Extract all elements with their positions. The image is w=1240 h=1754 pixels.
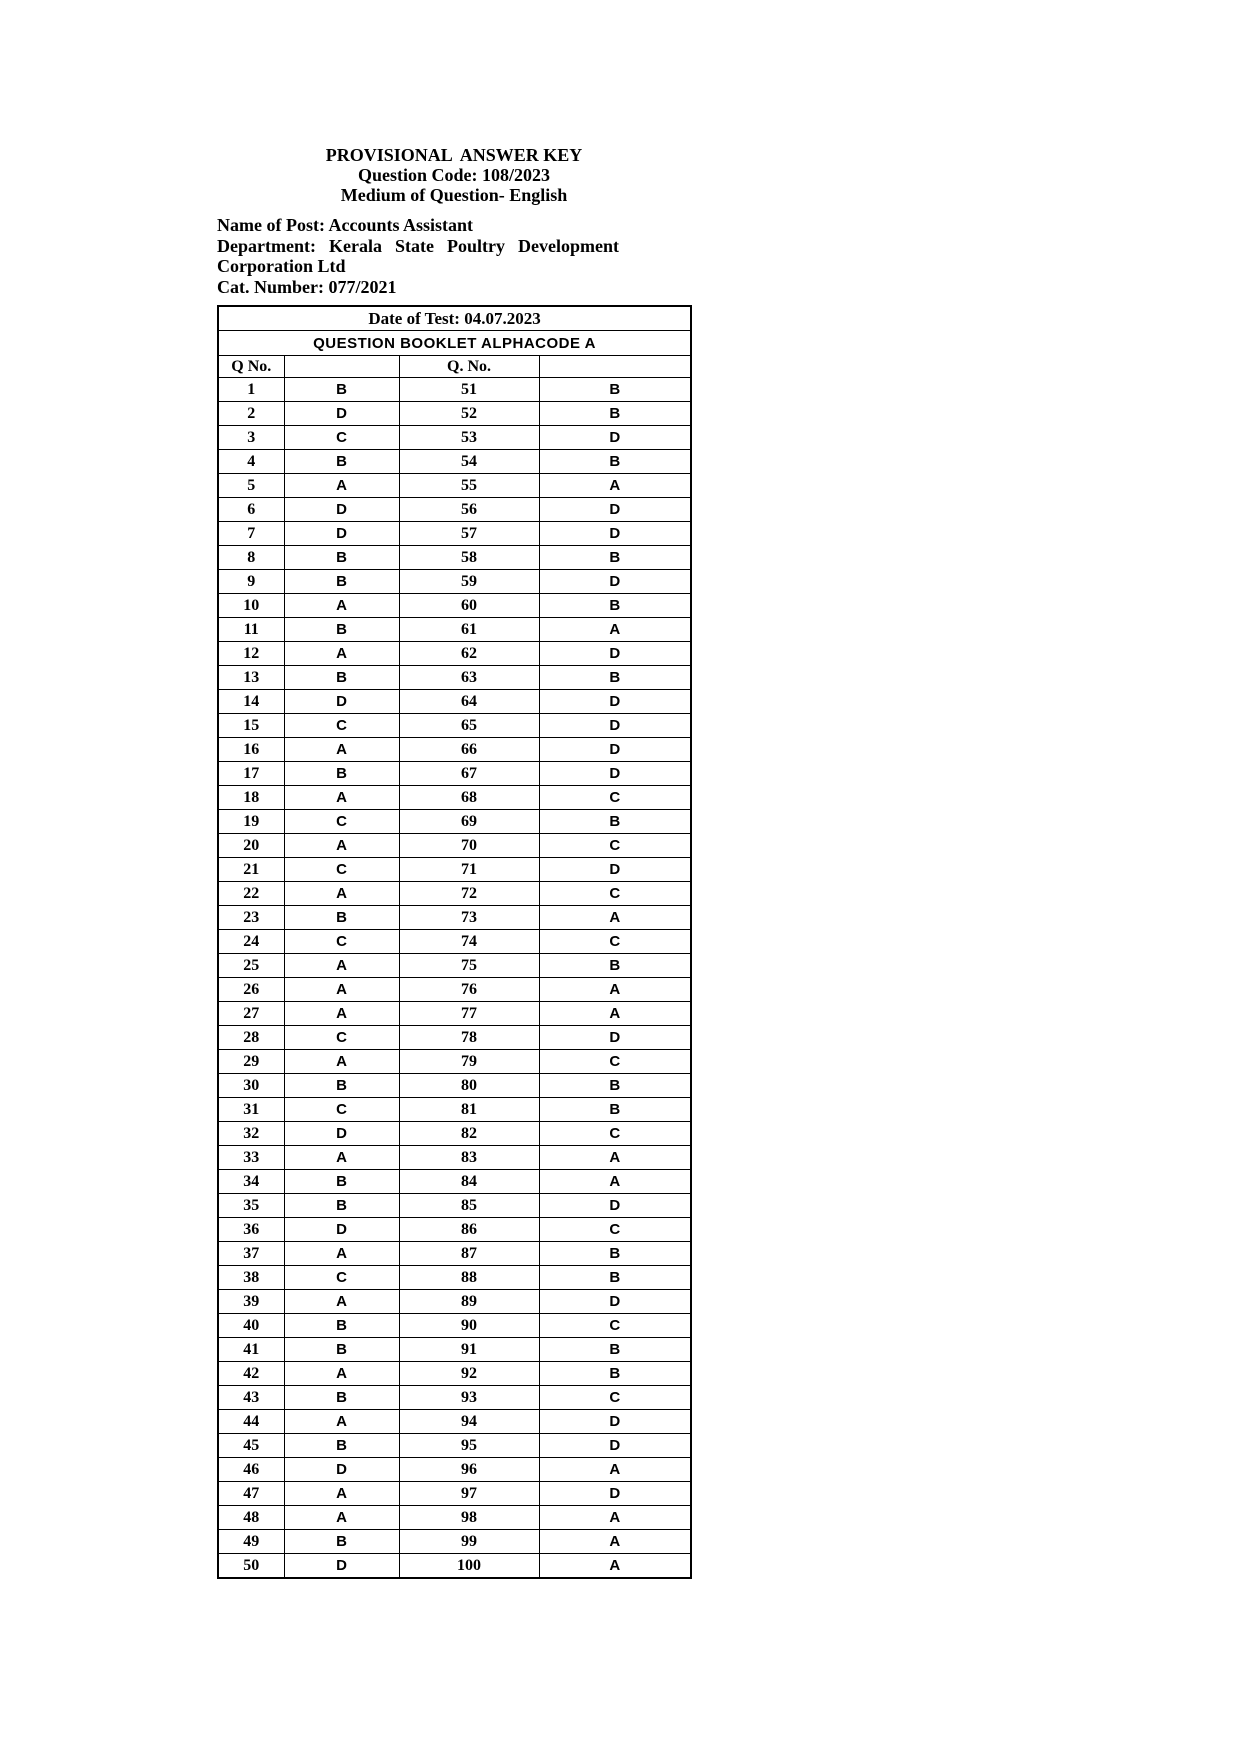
answer-row [218, 882, 691, 906]
question-number-cell: 39 [218, 1290, 284, 1314]
question-number-cell: 52 [399, 402, 539, 426]
question-number-cell: 68 [399, 786, 539, 810]
answer-cell: B [539, 450, 691, 474]
answer-cell: B [539, 666, 691, 690]
question-number-cell: 94 [399, 1410, 539, 1434]
answer-cell: D [539, 570, 691, 594]
question-number-cell: 18 [218, 786, 284, 810]
question-number-cell: 14 [218, 690, 284, 714]
answer-cell: B [284, 1170, 399, 1194]
question-number-cell: 12 [218, 642, 284, 666]
question-number-cell: 46 [218, 1458, 284, 1482]
answer-row [218, 690, 691, 714]
answer-cell: B [539, 378, 691, 402]
answer-cell: C [284, 810, 399, 834]
question-number-cell: 29 [218, 1050, 284, 1074]
answer-cell: B [539, 594, 691, 618]
question-number-cell: 82 [399, 1122, 539, 1146]
question-number-cell: 26 [218, 978, 284, 1002]
booklet-alphacode: QUESTION BOOKLET ALPHACODE A [218, 331, 691, 356]
answer-cell: A [284, 1362, 399, 1386]
question-number-cell: 13 [218, 666, 284, 690]
question-number-cell: 4 [218, 450, 284, 474]
question-number-cell: 61 [399, 618, 539, 642]
answer-cell: B [539, 810, 691, 834]
question-number-cell: 33 [218, 1146, 284, 1170]
col-header-answer-2 [539, 356, 691, 378]
answer-cell: A [284, 978, 399, 1002]
answer-cell: C [284, 426, 399, 450]
answer-cell: C [539, 786, 691, 810]
answer-cell: A [284, 1410, 399, 1434]
answer-row [218, 1410, 691, 1434]
answer-row [218, 1122, 691, 1146]
answer-row [218, 546, 691, 570]
answer-cell: A [284, 594, 399, 618]
answer-cell: C [284, 714, 399, 738]
col-header-qno-2: Q. No. [399, 356, 539, 378]
question-number-cell: 31 [218, 1098, 284, 1122]
col-header-answer-1 [284, 356, 399, 378]
answer-row [218, 1386, 691, 1410]
answer-cell: A [284, 834, 399, 858]
question-number-cell: 7 [218, 522, 284, 546]
answer-cell: A [539, 1506, 691, 1530]
question-number-cell: 50 [218, 1554, 284, 1579]
question-number-cell: 95 [399, 1434, 539, 1458]
question-number-cell: 97 [399, 1482, 539, 1506]
question-number-cell: 67 [399, 762, 539, 786]
answer-cell: C [539, 834, 691, 858]
question-number-cell: 37 [218, 1242, 284, 1266]
question-number-cell: 96 [399, 1458, 539, 1482]
question-number-cell: 17 [218, 762, 284, 786]
answer-cell: A [539, 1554, 691, 1579]
question-number-cell: 78 [399, 1026, 539, 1050]
answer-cell: D [539, 714, 691, 738]
answer-cell: B [284, 1314, 399, 1338]
answer-cell: B [539, 1098, 691, 1122]
answer-cell: A [539, 1458, 691, 1482]
question-number-cell: 42 [218, 1362, 284, 1386]
answer-cell: C [539, 1050, 691, 1074]
answer-row [218, 1362, 691, 1386]
question-number-cell: 36 [218, 1218, 284, 1242]
question-number-cell: 40 [218, 1314, 284, 1338]
answer-row [218, 1338, 691, 1362]
answer-row [218, 402, 691, 426]
question-number-cell: 38 [218, 1266, 284, 1290]
question-number-cell: 80 [399, 1074, 539, 1098]
question-number-cell: 69 [399, 810, 539, 834]
department-line [217, 236, 619, 257]
question-number-cell: 57 [399, 522, 539, 546]
answer-row [218, 1218, 691, 1242]
question-number-cell: 22 [218, 882, 284, 906]
medium-of-question: Medium of Question- English [340, 185, 568, 205]
title-block [217, 145, 691, 205]
answer-cell: D [284, 690, 399, 714]
answer-cell: C [284, 1098, 399, 1122]
question-number-cell: 76 [399, 978, 539, 1002]
answer-cell: B [284, 450, 399, 474]
answer-table-body [218, 306, 691, 1578]
answer-row [218, 930, 691, 954]
question-number-cell: 56 [399, 498, 539, 522]
answer-cell: B [284, 546, 399, 570]
date-of-test: Date of Test: 04.07.2023 [218, 306, 691, 331]
question-number-cell: 71 [399, 858, 539, 882]
answer-row [218, 762, 691, 786]
department-word: Department: [217, 235, 316, 256]
question-code: Question Code: 108/2023 [357, 165, 550, 185]
question-number-cell: 65 [399, 714, 539, 738]
question-number-cell: 44 [218, 1410, 284, 1434]
question-number-cell: 72 [399, 882, 539, 906]
answer-row [218, 642, 691, 666]
answer-cell: D [539, 738, 691, 762]
answer-row [218, 474, 691, 498]
answer-row [218, 1266, 691, 1290]
question-number-cell: 23 [218, 906, 284, 930]
answer-cell: D [539, 1482, 691, 1506]
answer-row [218, 1290, 691, 1314]
answer-cell: A [284, 786, 399, 810]
answer-row [218, 1506, 691, 1530]
answer-row [218, 810, 691, 834]
answer-cell: D [539, 1434, 691, 1458]
question-number-cell: 3 [218, 426, 284, 450]
answer-cell: B [284, 1194, 399, 1218]
question-number-cell: 10 [218, 594, 284, 618]
answer-cell: B [284, 762, 399, 786]
answer-cell: A [284, 1290, 399, 1314]
answer-cell: D [284, 1554, 399, 1579]
question-number-cell: 98 [399, 1506, 539, 1530]
answer-row [218, 450, 691, 474]
answer-row [218, 1554, 691, 1579]
question-number-cell: 32 [218, 1122, 284, 1146]
answer-cell: B [539, 546, 691, 570]
department-word: Development [518, 235, 619, 256]
answer-cell: A [539, 1002, 691, 1026]
answer-cell: B [539, 1242, 691, 1266]
answer-row [218, 978, 691, 1002]
answer-row [218, 786, 691, 810]
answer-cell: C [539, 882, 691, 906]
answer-row [218, 1242, 691, 1266]
question-number-cell: 5 [218, 474, 284, 498]
answer-cell: A [539, 1146, 691, 1170]
answer-cell: B [284, 1074, 399, 1098]
department-word: Poultry [447, 235, 505, 256]
question-number-cell: 59 [399, 570, 539, 594]
answer-row [218, 1146, 691, 1170]
question-number-cell: 47 [218, 1482, 284, 1506]
question-number-cell: 24 [218, 930, 284, 954]
answer-cell: B [539, 1266, 691, 1290]
answer-row [218, 858, 691, 882]
question-number-cell: 48 [218, 1506, 284, 1530]
question-number-cell: 74 [399, 930, 539, 954]
question-number-cell: 28 [218, 1026, 284, 1050]
answer-cell: D [539, 1026, 691, 1050]
answer-row [218, 1458, 691, 1482]
answer-cell: A [539, 1170, 691, 1194]
answer-cell: D [539, 426, 691, 450]
answer-row [218, 1530, 691, 1554]
question-number-cell: 54 [399, 450, 539, 474]
answer-cell: C [284, 1026, 399, 1050]
question-number-cell: 21 [218, 858, 284, 882]
answer-cell: A [284, 1242, 399, 1266]
answer-row [218, 1482, 691, 1506]
answer-cell: D [539, 762, 691, 786]
answer-cell: D [284, 1218, 399, 1242]
answer-row [218, 1074, 691, 1098]
question-number-cell: 16 [218, 738, 284, 762]
answer-cell: C [284, 1266, 399, 1290]
question-number-cell: 77 [399, 1002, 539, 1026]
question-number-cell: 66 [399, 738, 539, 762]
answer-cell: C [284, 930, 399, 954]
answer-cell: B [539, 954, 691, 978]
answer-cell: D [284, 522, 399, 546]
answer-cell: A [284, 474, 399, 498]
answer-cell: B [284, 618, 399, 642]
question-number-cell: 79 [399, 1050, 539, 1074]
question-number-cell: 35 [218, 1194, 284, 1218]
question-number-cell: 34 [218, 1170, 284, 1194]
answer-cell: D [539, 690, 691, 714]
answer-cell: A [539, 978, 691, 1002]
answer-cell: D [539, 498, 691, 522]
answer-cell: A [539, 474, 691, 498]
answer-cell: D [539, 642, 691, 666]
answer-cell: C [539, 930, 691, 954]
answer-cell: A [539, 906, 691, 930]
answer-cell: A [284, 1506, 399, 1530]
question-number-cell: 58 [399, 546, 539, 570]
question-number-cell: 83 [399, 1146, 539, 1170]
question-number-cell: 91 [399, 1338, 539, 1362]
answer-cell: C [539, 1218, 691, 1242]
col-header-qno-1: Q No. [218, 356, 284, 378]
question-number-cell: 11 [218, 618, 284, 642]
question-number-cell: 41 [218, 1338, 284, 1362]
question-number-cell: 85 [399, 1194, 539, 1218]
department-word: State [394, 235, 434, 256]
answer-row [218, 618, 691, 642]
question-number-cell: 27 [218, 1002, 284, 1026]
question-number-cell: 2 [218, 402, 284, 426]
question-number-cell: 81 [399, 1098, 539, 1122]
answer-cell: C [539, 1386, 691, 1410]
question-number-cell: 93 [399, 1386, 539, 1410]
answer-cell: D [539, 1290, 691, 1314]
question-number-cell: 43 [218, 1386, 284, 1410]
answer-row [218, 426, 691, 450]
question-number-cell: 64 [399, 690, 539, 714]
answer-cell: B [539, 1362, 691, 1386]
answer-row [218, 1098, 691, 1122]
question-number-cell: 20 [218, 834, 284, 858]
question-number-cell: 25 [218, 954, 284, 978]
question-number-cell: 49 [218, 1530, 284, 1554]
department-continuation: Corporation Ltd [217, 256, 346, 276]
question-number-cell: 99 [399, 1530, 539, 1554]
answer-row [218, 1314, 691, 1338]
question-number-cell: 62 [399, 642, 539, 666]
answer-row [218, 738, 691, 762]
answer-row [218, 1194, 691, 1218]
answer-row [218, 1026, 691, 1050]
answer-row [218, 954, 691, 978]
answer-cell: B [539, 1074, 691, 1098]
answer-row [218, 906, 691, 930]
page-title: PROVISIONAL ANSWER KEY [325, 145, 583, 165]
answer-cell: D [539, 522, 691, 546]
answer-cell: A [539, 1530, 691, 1554]
answer-cell: D [284, 1458, 399, 1482]
question-number-cell: 75 [399, 954, 539, 978]
question-number-cell: 51 [399, 378, 539, 402]
question-number-cell: 70 [399, 834, 539, 858]
question-number-cell: 90 [399, 1314, 539, 1338]
answer-row [218, 1170, 691, 1194]
answer-cell: D [284, 1122, 399, 1146]
answer-cell: A [284, 954, 399, 978]
question-number-cell: 88 [399, 1266, 539, 1290]
answer-cell: A [539, 618, 691, 642]
answer-cell: A [284, 1002, 399, 1026]
answer-cell: C [539, 1122, 691, 1146]
date-of-test-row [218, 306, 691, 331]
question-number-cell: 15 [218, 714, 284, 738]
answer-row [218, 666, 691, 690]
question-number-cell: 100 [399, 1554, 539, 1579]
question-number-cell: 55 [399, 474, 539, 498]
answer-cell: B [284, 906, 399, 930]
answer-cell: B [539, 402, 691, 426]
answer-cell: D [539, 1410, 691, 1434]
answer-cell: D [284, 402, 399, 426]
answer-cell: B [284, 570, 399, 594]
answer-key-table-wrap [217, 305, 692, 1579]
name-of-post: Name of Post: Accounts Assistant [217, 215, 473, 235]
answer-cell: A [284, 882, 399, 906]
answer-row [218, 1050, 691, 1074]
answer-cell: A [284, 738, 399, 762]
question-number-cell: 73 [399, 906, 539, 930]
question-number-cell: 30 [218, 1074, 284, 1098]
question-number-cell: 8 [218, 546, 284, 570]
answer-cell: B [284, 1530, 399, 1554]
answer-row [218, 714, 691, 738]
answer-row [218, 522, 691, 546]
answer-cell: A [284, 1050, 399, 1074]
question-number-cell: 1 [218, 378, 284, 402]
department-word: Kerala [328, 235, 382, 256]
question-number-cell: 53 [399, 426, 539, 450]
column-header-row [218, 356, 691, 378]
question-number-cell: 60 [399, 594, 539, 618]
answer-key-table [217, 305, 692, 1579]
question-number-cell: 89 [399, 1290, 539, 1314]
answer-row [218, 1002, 691, 1026]
question-number-cell: 84 [399, 1170, 539, 1194]
answer-cell: B [284, 378, 399, 402]
answer-cell: D [539, 1194, 691, 1218]
answer-cell: B [284, 666, 399, 690]
answer-cell: B [284, 1386, 399, 1410]
question-number-cell: 86 [399, 1218, 539, 1242]
question-number-cell: 19 [218, 810, 284, 834]
question-number-cell: 63 [399, 666, 539, 690]
answer-cell: C [539, 1314, 691, 1338]
question-number-cell: 87 [399, 1242, 539, 1266]
answer-cell: A [284, 1146, 399, 1170]
cat-number: Cat. Number: 077/2021 [217, 276, 397, 297]
question-number-cell: 92 [399, 1362, 539, 1386]
question-number-cell: 45 [218, 1434, 284, 1458]
answer-cell: A [284, 642, 399, 666]
answer-cell: A [284, 1482, 399, 1506]
answer-cell: D [284, 498, 399, 522]
answer-row [218, 594, 691, 618]
answer-row [218, 570, 691, 594]
answer-cell: B [284, 1338, 399, 1362]
answer-row [218, 498, 691, 522]
answer-row [218, 834, 691, 858]
booklet-alphacode-row [218, 331, 691, 356]
question-number-cell: 6 [218, 498, 284, 522]
answer-cell: B [539, 1338, 691, 1362]
answer-cell: B [284, 1434, 399, 1458]
answer-row [218, 1434, 691, 1458]
answer-cell: C [284, 858, 399, 882]
answer-cell: D [539, 858, 691, 882]
meta-block [217, 215, 619, 297]
question-number-cell: 9 [218, 570, 284, 594]
answer-row [218, 378, 691, 402]
